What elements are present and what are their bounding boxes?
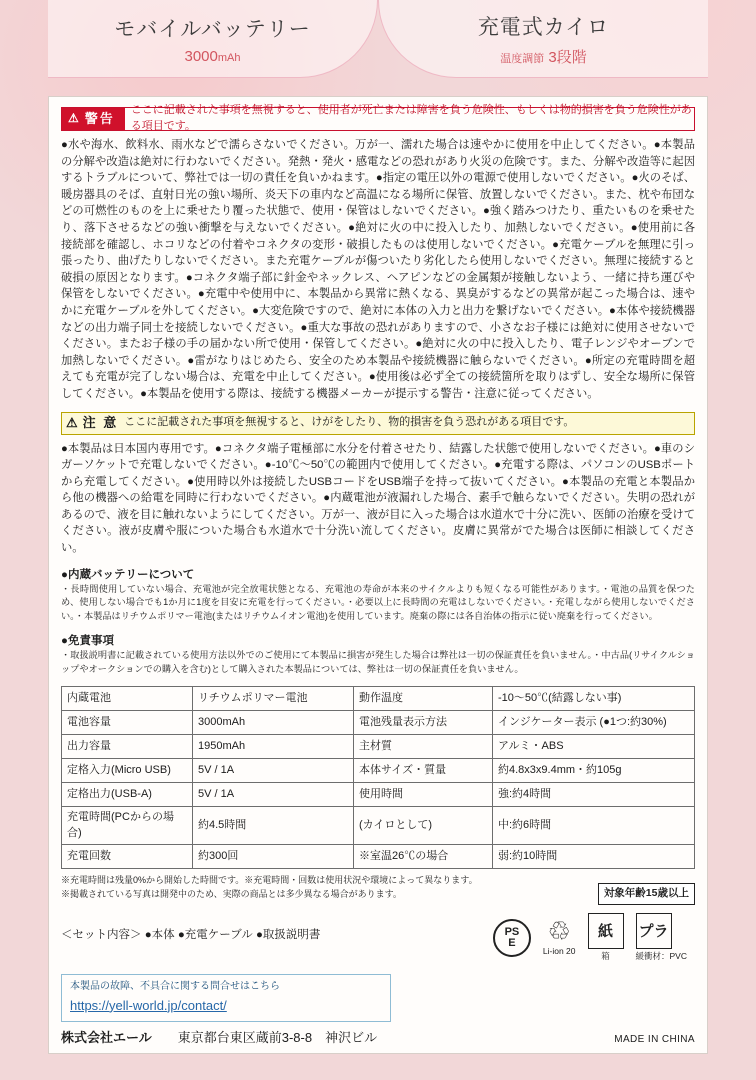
contact-label: 本製品の故障、不具合に関する問合せはこちら bbox=[70, 981, 280, 993]
caution-banner bbox=[61, 412, 695, 435]
disclaimer-section-body: ・取扱説明書に記載されている使用方法以外でのご使用にて本製品に損害が発生した場合は弊社は一切の保証責任を負いません。・中古品(リサイクルショップやオークションでの購入を含む)として購入された本製品については、弊社は一切の保証責任を負いません。 bbox=[61, 650, 695, 674]
spec-key: 電池容量 bbox=[62, 711, 193, 735]
battery-capacity-unit: mAh bbox=[217, 51, 241, 64]
warning-triangle-icon: ⚠ bbox=[68, 111, 81, 126]
spec-key: 定格入力(Micro USB) bbox=[62, 759, 193, 783]
certification-marks bbox=[493, 913, 695, 962]
pse-mark bbox=[493, 919, 531, 957]
warmer-levels-label: 温度調節 bbox=[500, 52, 545, 65]
spec-key-2: 主材質 bbox=[354, 735, 493, 759]
footer bbox=[61, 1029, 695, 1047]
table-row bbox=[62, 687, 695, 711]
spec-value-2: 中:約6時間 bbox=[493, 807, 695, 845]
plastic-recycle-mark bbox=[636, 913, 687, 962]
warning-banner bbox=[61, 104, 695, 132]
spec-key: 充電回数 bbox=[62, 845, 193, 869]
set-contents-row bbox=[61, 913, 695, 962]
paper-recycle-caption: 箱 bbox=[601, 951, 610, 962]
spec-value: 5V / 1A bbox=[193, 759, 354, 783]
note-1: ※充電時間は残量0%から開始した時間です。 bbox=[61, 875, 245, 886]
table-notes bbox=[61, 874, 695, 901]
set-contents-items: ●本体 ●充電ケーブル ●取扱説明書 bbox=[144, 929, 321, 942]
caution-tag bbox=[66, 414, 118, 432]
caution-tag-label: 注 意 bbox=[82, 414, 119, 430]
spec-key-2: ※室温26℃の場合 bbox=[354, 845, 493, 869]
note-3: ※掲載されている写真は開発中のため、実際の商品とは多少異なる場合があります。 bbox=[61, 888, 402, 899]
spec-key-2: (カイロとして) bbox=[354, 807, 493, 845]
spec-value-2: アルミ・ABS bbox=[493, 735, 695, 759]
header-pill-battery bbox=[48, 0, 378, 78]
paper-recycle-icon: 紙 bbox=[588, 913, 624, 949]
company-name: 株式会社エール bbox=[61, 1029, 152, 1045]
spec-key-2: 動作温度 bbox=[354, 687, 493, 711]
table-row bbox=[62, 783, 695, 807]
battery-section-title: ●内蔵バッテリーについて bbox=[61, 568, 195, 581]
pse-bottom: E bbox=[508, 936, 516, 949]
table-row bbox=[62, 759, 695, 783]
battery-recycle-caption: Li-ion 20 bbox=[542, 946, 576, 957]
battery-capacity-value: 3000 bbox=[184, 47, 218, 65]
spec-key: 出力容量 bbox=[62, 735, 193, 759]
spec-value-2: 弱:約10時間 bbox=[493, 845, 695, 869]
table-row bbox=[62, 807, 695, 845]
table-row bbox=[62, 711, 695, 735]
set-contents bbox=[61, 913, 320, 943]
warning-tag bbox=[62, 108, 125, 130]
pse-mark-icon bbox=[493, 919, 531, 957]
battery-recycle-mark bbox=[543, 918, 576, 957]
warning-headline: ここに記載された事項を無視すると、使用者が死亡または障害を負う危険性、もしくは物的損害を負う危険性がある項目です。 bbox=[125, 108, 694, 130]
pse-top: PS bbox=[504, 925, 520, 938]
spec-key-2: 使用時間 bbox=[354, 783, 493, 807]
spec-value: 1950mAh bbox=[193, 735, 354, 759]
warmer-title: 充電式カイロ bbox=[477, 15, 610, 39]
warmer-levels-value: 3段階 bbox=[548, 48, 587, 66]
warning-body: ●水や海水、飲料水、雨水などで濡らさないでください。万が一、濡れた場合は速やかに使用を中止してください。●本製品の分解や改造は絶対に行わないでください。発熱・発火・感電などの恐れがあり火災の危険です。また、分解や改造等に起因するトラブルについて、弊社では一切の責任を負いかねます。●指定の電圧以外の電源で使用しないでください。●火のそば、暖房器具のそば、直射日光の強い場所、炎天下の車内など高温になる場所に保管、放置しないでください。また、枕や布団などの可燃性のものを上に乗せたり覆った状態で、使用・保管はしないでください。●強く踏みつけたり、重たいものを乗せたり、落下させるなどの強い衝撃を与えないでください。●絶対に火の中に投入したり、加熱しないでください。●使用前に各接続部を確認し、ホコリなどの付着やコネクタの変形・破損したものは使用しないでください。●充電ケーブルを無理に引っ張ったり、曲げたりしないでください。また充電ケーブルが傷ついたり劣化したら使用しないでください。無理に接続すると破損の原因となります。●コネクタ端子部に針金やネックレス、ヘアピンなどの金属類が接触しないよう、一緒に持ち運びや保管をしないでください。●充電中や使用中に、本製品から異常に熱くなる、異臭がするなどの異常が起こった場合は、速やかに充電ケーブルを外してください。●大変危険ですので、絶対に本体の入力と出力を繋げないでください。●本体や接続機器などの出力端子同士を接続しないでください。●重大な事故の恐れがありますので、小さなお子様には絶対に使用させないでください。またお子様の手の届かない所で使用・保管してください。●絶対に火の中に投入したり、電子レンジやオーブンで加熱しないでください。●雷がなりはじめたら、安全のため本製品や接続機器に触らないでください。●所定の充電時間を超えても充電が完了しない場合は、充電を中止してください。●使用後は必ず全ての接続箇所を取りはずし、安全な場所に保管してください。●本製品を使用する際は、接続する機器メーカーが提示する警告・注意に従ってください。 bbox=[61, 139, 695, 400]
note-2: ※充電時間・回数は使用状況や環境によって異なります。 bbox=[244, 875, 478, 886]
header-pill-warmer bbox=[378, 0, 708, 78]
spec-table bbox=[61, 686, 695, 869]
spec-value: 5V / 1A bbox=[193, 783, 354, 807]
contact-box bbox=[61, 974, 391, 1022]
paper-recycle-mark bbox=[588, 913, 624, 962]
spec-value-2: 強:約4時間 bbox=[493, 783, 695, 807]
spec-key-2: 電池残量表示方法 bbox=[354, 711, 493, 735]
spec-value: 約300回 bbox=[193, 845, 354, 869]
instruction-card bbox=[48, 96, 708, 1054]
spec-value: リチウムポリマー電池 bbox=[193, 687, 354, 711]
disclaimer-section-title: ●免責事項 bbox=[61, 635, 114, 648]
header-pills bbox=[0, 0, 756, 92]
table-row bbox=[62, 845, 695, 869]
spec-value-2: インジケーター表示 (●1つ:約30%) bbox=[493, 711, 695, 735]
spec-value: 約4.5時間 bbox=[193, 807, 354, 845]
battery-section-body: ・長時間使用していない場合、充電池が完全放電状態となる、充電池の寿命が本来のサイクルよりも短くなる可能性があります。・電池の品質を保つため、使用しない場合でも1か月に1度を目安に充電を行ってください。・必要以上に長時間の充電はしないでください。・充電しながら使用しないでください。・本製品はリチウムポリマー電池(またはリチウムイオン電池)を使用しています。廃棄の際には各自治体の指示に従い廃棄を行ってください。 bbox=[61, 583, 695, 621]
company-address: 東京都台東区蔵前3-8-8 神沢ビル bbox=[177, 1029, 378, 1045]
caution-triangle-icon: ⚠ bbox=[66, 414, 80, 430]
spec-key: 定格出力(USB-A) bbox=[62, 783, 193, 807]
warmer-levels bbox=[500, 46, 587, 67]
caution-body: ●本製品は日本国内専用です。●コネクタ端子電極部に水分を付着させたり、結露した状態で使用しないでください。●車のシガーソケットで充電しないでください。●-10℃〜50℃の範囲内で使用してください。●充電する際は、パソコンのUSBポートから充電してください。●使用時以外は接続したUSBコードをUSB端子を持って抜いてください。●本製品の充電と本製品から他の機器への給電を同時に行わないでください。●内蔵電池が液漏れした場合、素手で触らないでください。失明の恐れがあるので、液を目に触れないようにしてください。万が一、液が目に入った場合は水道水で十分に洗い、医師の治療を受けてください。液が皮膚や服についた場合も水道水で十分洗い流してください。皮膚に異常がでた場合は医師に相談してください。 bbox=[61, 442, 695, 555]
spec-value-2: -10〜50℃(結露しない事) bbox=[493, 687, 695, 711]
caution-headline: ここに記載された事項を無視すると、けがをしたり、物的損害を負う恐れがある項目です。 bbox=[124, 416, 575, 429]
battery-title: モバイルバッテリー bbox=[114, 17, 311, 41]
age-badge: 対象年齢15歳以上 bbox=[598, 883, 695, 905]
made-in: MADE IN CHINA bbox=[614, 1033, 695, 1045]
warning-tag-label: 警告 bbox=[84, 110, 115, 126]
spec-key: 充電時間(PCからの場合) bbox=[62, 807, 193, 845]
recycle-arrows-icon: ♲ bbox=[547, 916, 571, 947]
battery-capacity bbox=[185, 48, 241, 65]
plastic-recycle-icon: プラ bbox=[636, 913, 672, 949]
contact-url[interactable]: https://yell-world.jp/contact/ bbox=[70, 997, 227, 1013]
set-contents-label: ＜セット内容＞ bbox=[61, 929, 142, 942]
plastic-recycle-caption: 緩衝材：PVC bbox=[635, 951, 687, 962]
spec-key: 内蔵電池 bbox=[62, 687, 193, 711]
spec-key-2: 本体サイズ・質量 bbox=[354, 759, 493, 783]
spec-value-2: 約4.8x3x9.4mm・約105g bbox=[493, 759, 695, 783]
table-row bbox=[62, 735, 695, 759]
spec-value: 3000mAh bbox=[193, 711, 354, 735]
